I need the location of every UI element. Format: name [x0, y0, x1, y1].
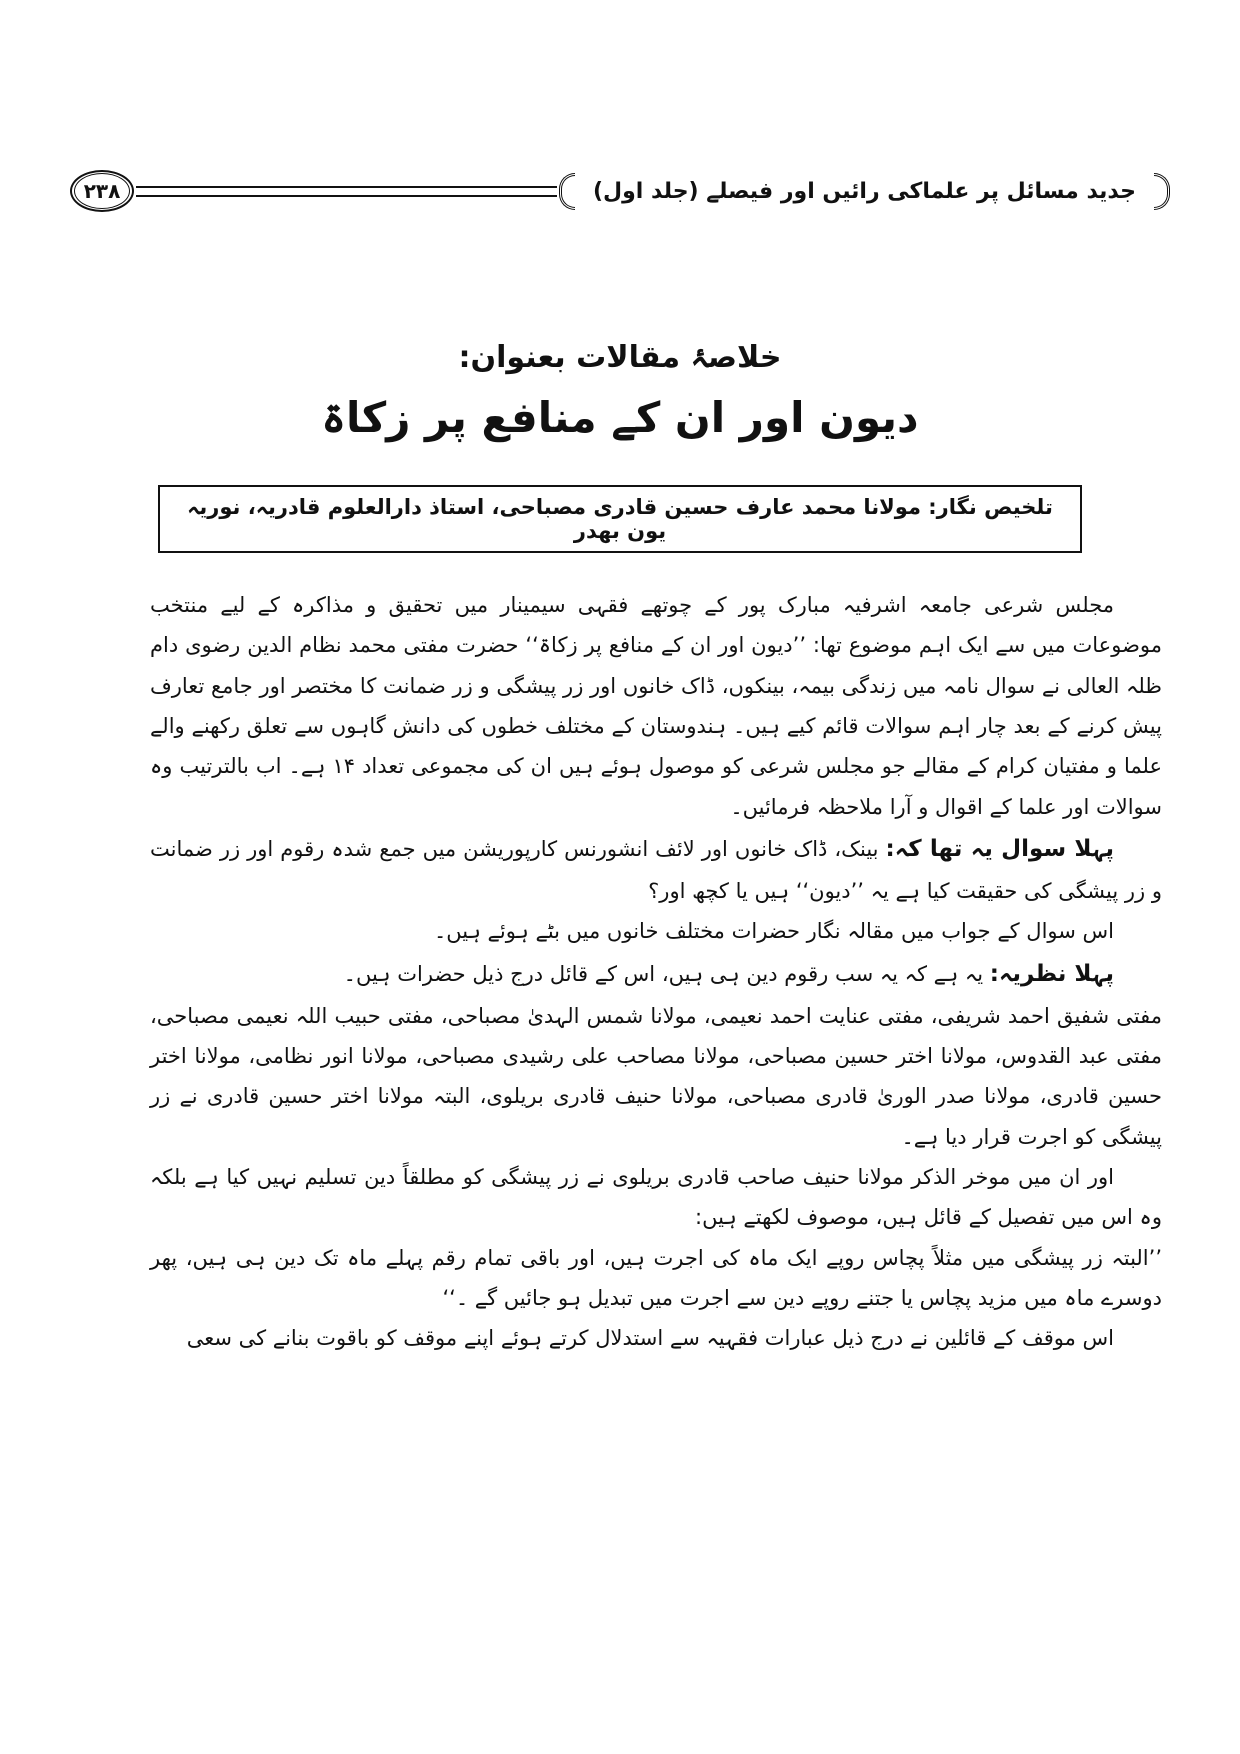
paragraph-text: مجلس شرعی جامعہ اشرفیہ مبارک پور کے چوتھے فقہی سیمینار میں تحقیق و مذاکرہ کے لیے منتخب موضوعات میں سے ایک اہم موضوع تھا: ’’دیون اور ان کے منافع پر زکاۃ‘‘ حضرت مفتی محمد نظام الدین رضوی دام ظلہ العالی نے سوال نامہ میں زندگی بیمہ، بینکوں، ڈاک خانوں اور زر پیشگی و زر ضمانت کا مختصر اور جامع تعارف پیش کرنے کے بعد چار اہم سوالات قائم کیے ہیں۔ ہندوستان کے مختلف خطوں کی دانش گاہوں سے تعلق رکھنے والے علما و مفتیان کرام کے مقالے جو مجلس شرعی کو موصول ہوئے ہیں ان کی مجموعی تعداد ۱۴ ہے۔ اب بالترتیب وہ سوالات اور علما کے اقوال و آرا ملاحظہ فرمائیں۔	[150, 593, 1162, 819]
paragraph-text: ’’البتہ زر پیشگی میں مثلاً پچاس روپے ایک ماہ کی اجرت ہیں، اور باقی تمام رقم پہلے ماہ تک دین ہی ہیں، پھر دوسرے ماہ میں مزید پچاس یا جتنے روپے دین سے اجرت میں تبدیل ہو جائیں گے ۔‘‘	[150, 1245, 1162, 1310]
byline-box: تلخیص نگار: مولانا محمد عارف حسین قادری مصباحی، استاذ دارالعلوم قادریہ، نوریہ یون بھدر	[158, 485, 1082, 553]
paragraph-lead: پہلا نظریہ:	[989, 960, 1114, 987]
paragraph	[150, 952, 1162, 996]
paragraph-text: بینک، ڈاک خانوں اور لائف انشورنس کارپوریشن میں جمع شدہ رقوم اور زر ضمانت و زر پیشگی کی حقیقت کیا ہے یہ ’’دیون‘‘ ہیں یا کچھ اور؟	[150, 836, 1162, 904]
header-title: جدید مسائل پر علماکی رائیں اور فیصلے (جلد اول)	[592, 178, 1136, 204]
page-number: ۲۳۸	[74, 173, 130, 209]
paragraph	[150, 827, 1162, 911]
paragraph-text: اس سوال کے جواب میں مقالہ نگار حضرات مختلف خانوں میں بٹے ہوئے ہیں۔	[433, 919, 1114, 944]
header-rule	[136, 186, 557, 197]
byline-wrap	[0, 485, 1240, 553]
ornament-bracket-icon	[1154, 173, 1170, 210]
page-header	[70, 170, 1170, 212]
paragraph-text: یہ ہے کہ یہ سب رقوم دین ہی ہیں، اس کے قائل درج ذیل حضرات ہیں۔	[343, 961, 990, 986]
paragraph	[150, 1157, 1162, 1238]
paragraph-text: مفتی شفیق احمد شریفی، مفتی عنایت احمد نعیمی، مولانا شمس الہدیٰ مصباحی، مفتی حبیب اللہ نعیمی مصباحی، مفتی عبد القدوس، مولانا اختر حسین مصباحی، مولانا مصاحب علی رشیدی مصباحی، مولانا انور نظامی، مولانا اختر حسین قادری، مولانا صدر الوریٰ قادری مصباحی، مولانا حنیف قادری بریلوی، البتہ مولانا اختر حسین قادری نے زر پیشگی کو اجرت قرار دیا ہے۔	[150, 1003, 1162, 1149]
paragraph	[150, 585, 1162, 827]
paragraph-quote	[150, 1238, 1162, 1319]
paragraph-text: اور ان میں موخر الذکر مولانا حنیف صاحب قادری بریلوی نے زر پیشگی کو مطلقاً دین تسلیم نہیں کیا ہے بلکہ وہ اس میں تفصیل کے قائل ہیں، موصوف لکھتے ہیں:	[150, 1165, 1162, 1230]
paragraph	[150, 1318, 1162, 1358]
page-number-badge	[70, 170, 134, 212]
header-title-cartouche	[559, 173, 1170, 210]
paragraph-text: اس موقف کے قائلین نے درج ذیل عبارات فقہیہ سے استدلال کرتے ہوئے اپنے موقف کو باقوت بنانے کی سعی	[186, 1326, 1114, 1351]
paragraph	[150, 996, 1162, 1157]
page-title: دیون اور ان کے منافع پر زکاۃ	[321, 393, 919, 442]
ornament-bracket-icon	[559, 173, 575, 210]
title-block	[0, 340, 1240, 442]
body-text	[150, 585, 1162, 1359]
title-kicker: خلاصۂ مقالات بعنوان:	[458, 340, 782, 375]
paragraph-lead: پہلا سوال یہ تھا کہ:	[885, 835, 1114, 862]
paragraph	[150, 911, 1162, 951]
